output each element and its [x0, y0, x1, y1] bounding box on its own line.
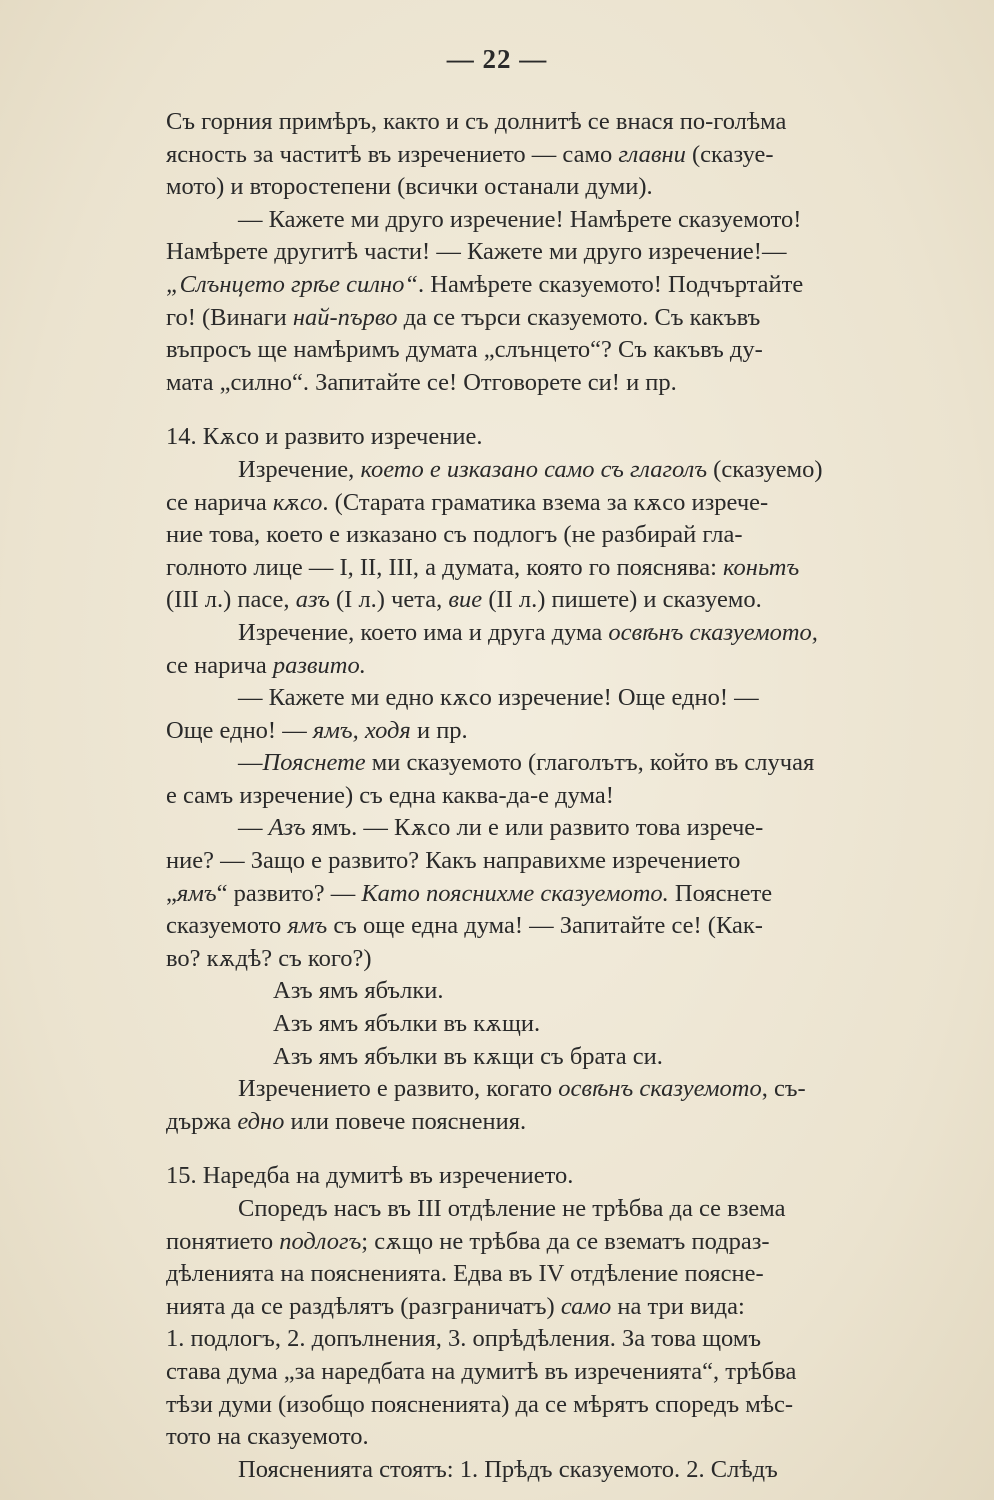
section-heading-14: 14. Кѫсо и развито изречение. — [166, 423, 483, 451]
paragraph-5: — Кажете ми едно кѫсо изречение! Още едно! — Още едно! — ямъ, ходя и пр. — [166, 684, 759, 744]
paragraph-10: Поясненията стоятъ: 1. Прѣдъ сказуемото. 2. Слѣдъ — [238, 1455, 778, 1483]
paragraph-3: Изречение, което е изказано само съ глаголъ (сказуемо) се нарича кѫсо. (Старата граматика взема за кѫсо изрече- ние това, което е изказано съ подлогъ (не разбирай гла- голното лице — I, II, III, а думата, която го пояснява: коньтъ (III л.) пасе, азъ (I л.) чета, вие (II л.) пишете) и сказуемо. — [166, 455, 823, 614]
paragraph-9: Споредъ насъ въ III отдѣление не трѣбва да се взема понятието подлогъ; сѫщо не трѣбва да се взематъ подраз- дѣленията на поясненията. Едва въ IV отдѣление поясне- нията да се раздѣлятъ (разграничатъ) само на три вида: 1. подлогъ, 2. допълнения, 3. опрѣдѣления. За това щомъ става дума „за наредбата на думитѣ въ изреченията“, трѣбва тѣзи думи (изобщо поясненията) да се мѣрятъ споредъ мѣс- тото на сказуемото. — [166, 1195, 797, 1451]
paragraph-6: —Пояснете ми сказуемото (глаголътъ, който въ случая е самъ изречение) съ една каква-да-е дума! — [166, 749, 815, 809]
example-sentence: Азъ ямъ ябълки въ кѫщи. — [273, 1010, 541, 1038]
example-sentence: Азъ ямъ ябълки. — [273, 977, 444, 1005]
paragraph-2: — Кажете ми друго изречение! Намѣрете сказуемото! Намѣрете другитѣ части! — Кажете ми друго изречение!— „Слънцето грѣе силно“. Намѣрете сказуемото! Подчъртайте го! (Винаги най-първо да се търси сказуемото. Съ какъвъ въпросъ ще намѣримъ думата „слънцето“? Съ какъвъ ду- мата „силно“. Запитайте се! Отговорете си! и пр. — [166, 205, 804, 396]
paragraph-1: Съ горния примѣръ, както и съ долнитѣ се внася по-голѣма ясность за частитѣ въ изречението — само главни (сказуе- мото) и второстепени (всички останали думи). — [166, 108, 787, 201]
paragraph-8: Изречението е развито, когато освѣнъ сказуемото, съ- държа едно или повече пояснения. — [166, 1075, 806, 1135]
example-sentence: Азъ ямъ ябълки въ кѫщи съ брата си. — [273, 1042, 663, 1070]
page-number: — 22 — — [446, 44, 548, 74]
section-heading-15: 15. Наредба на думитѣ въ изречението. — [166, 1162, 574, 1190]
paragraph-4: Изречение, което има и друга дума освѣнъ сказуемото, се нарича развито. — [166, 618, 818, 679]
page-body — [166, 106, 956, 1486]
paragraph-7: — Азъ ямъ. — Кѫсо ли е или развито това изрече- ние? — Защо е развито? Какъ направихме изречението „ямъ“ развито? — Като пояснихме сказуемото. Пояснете сказуемото ямъ съ още една дума! — Запитайте се! (Как- во? кѫдѣ? съ кого?) — [166, 814, 773, 972]
